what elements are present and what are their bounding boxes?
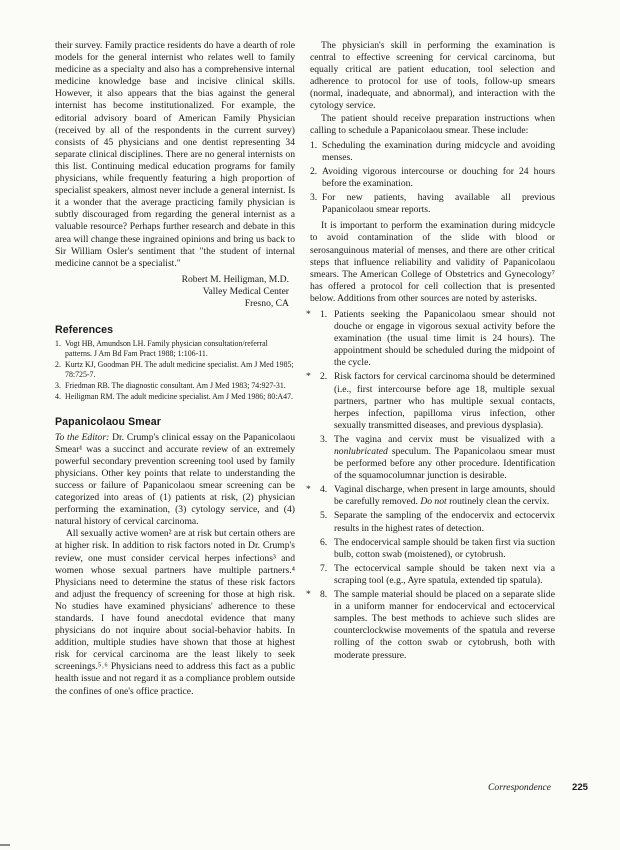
protocol-item: * 4. Vaginal discharge, when present in large amounts, should be carefully removed. Do not routinely clean the cervix. [306,484,555,508]
signature-block [55,274,289,311]
asterisk-marker: * [306,484,311,496]
asterisk-marker: * [306,308,311,320]
instruction-item: 2. Avoiding vigorous intercourse or douching for 24 hours before the examination. [310,165,555,190]
instruction-list [310,140,555,217]
running-title: Correspondence [488,782,552,793]
asterisk-marker: * [306,371,311,383]
left-column [55,40,295,698]
instruction-item: 3. For new patients, having available all previous Papanicolaou smear reports. [310,192,555,216]
section-heading: Papanicolaou Smear [55,416,162,429]
protocol-item: * 8. The sample material should be placed on a separate slide in a uniform manner for endocervical and ectocervical samples. The best methods to achieve such slides are counterclockwise movements of the spatula and reverse rolling of the cotton swab or cytobrush, both with moderate pressure. [306,589,555,661]
paragraph-preparation: The patient should receive preparation instructions when calling to schedule a Papanicolaou smear. These include: [310,112,555,136]
letter-paragraph-2: All sexually active women² are at risk but certain others are at higher risk. In addition to risk factors noted in Dr. Crump's review, one must consider cervical herpes infections³ and women whose sexual partners have multiple partners.⁴ Physicians need to determine the status of these risk factors and adjust the frequency of screening for those at high risk. No studies have examined physicians' adherence to these standards. I have found anecdotal evidence that many physicians do not inquire about social-behavior habits. In addition, multiple studies have shown that those at highest risk for cervical carcinoma are the least likely to seek screenings.⁵˒⁶ Physicians need to address this fact as a public health issue and not regard it as a compliance problem outside the confines of one's office practice. [55,528,295,697]
protocol-item: * 1. Patients seeking the Papanicolaou smear should not douche or engage in vigorous sexual activity before the examination (the usual time limit is 24 hours). The appointment should be scheduled during the midpoint of the cycle. [306,308,555,369]
protocol-list [306,308,555,662]
instruction-item: 1. Scheduling the examination during midcycle and avoiding menses. [310,139,555,163]
right-column [306,40,555,662]
protocol-item: * 2. Risk factors for cervical carcinoma should be determined (i.e., first intercourse before age 18, multiple sexual partners, partner who has multiple sexual contacts, herpes infection, papilloma virus infection, other sexually transmitted diseases, and previous dysplasia). [306,371,555,431]
signature-affiliation: Valley Medical Center [202,285,289,297]
asterisk-marker: * [306,589,311,601]
signature-name: Robert M. Heiligman, M.D. [181,273,289,285]
reference-item: 3. Friedman RB. The diagnostic consultant. Am J Med 1983; 74:927-31. [55,381,286,391]
scan-edge-mark [0,844,10,846]
reference-item: 1. Vogt HB, Amundson LH. Family physician consultation/referral patterns. J Am Bd Fam Pract 1988; 1:106-11. [55,339,268,359]
protocol-item: 3. The vagina and cervix must be visualized with a nonlubricated speculum. The Papanicolaou smear must be performed before any other procedure. Identification of the squamocolumnar junction is desirable. [320,433,555,482]
paragraph-protocol-intro: It is important to perform the examination during midcycle to avoid contamination of the slide with blood or serosanguinous material of menses, and there are other critical steps that influence reliability and validity of Papanicolaou smears. The American College of Obstetrics and Gynecology⁷ has offered a protocol for cell collection that is presented below. Additions from other sources are noted by asterisks. [310,220,555,304]
page-number: 225 [572,782,589,793]
protocol-item: 5. Separate the sampling of the endocervix and ectocervix results in the highest rates of detection. [320,510,555,534]
intro-paragraph: their survey. Family practice residents do have a dearth of role models for the general internist who relates well to family medicine as a specialty and also has a comprehensive internal medicine knowledge base and incisive clinical skills. However, it also appears that the bias against the general internist has become institutionalized. For example, the editorial advisory board of American Family Physician (received by all of the respondents in the current survey) consists of 45 physicians and one dentist representing 34 separate clinical disciplines. There are no general internists on this list. Continuing medical education programs for family physicians, while frequently featuring a high proportion of specialist speakers, almost never include a general internist. Is it a wonder that the average practicing family physician is subtly discouraged from regarding the general internist as a valuable resource? Perhaps further research and debate in this area will change these ingrained opinions and bring us back to Sir William Osler's sentiment that "the student of internal medicine cannot be a specialist." [55,40,295,269]
references-heading: References [55,324,114,337]
reference-item: 4. Heiligman RM. The adult medicine specialist. Am J Med 1986; 80:A47. [55,392,293,402]
references-list [55,339,295,402]
signature-city: Fresno, CA [244,298,289,310]
reference-item: 2. Kurtz KJ, Goodman PH. The adult medicine specialist. Am J Med 1985; 78:725-7. [55,360,294,380]
protocol-item: 7. The ectocervical sample should be taken next via a scraping tool (e.g., Ayre spatula, extended tip spatula). [320,562,555,586]
protocol-item: 6. The endocervical sample should be taken first via suction bulb, cotton swab (moistened), or cytobrush. [320,536,555,560]
letter-paragraph-1: To the Editor: Dr. Crump's clinical essay on the Papanicolaou Smear¹ was a succinct and accurate review of an extremely powerful secondary prevention screening tool used by family physicians. Other key points that relate to understanding the success or failure of Papanicolaou smear screening can be categorized into areas of (1) patients at risk, (2) physician performing the examination, (3) cytology service, and (4) natural history of cervical carcinoma. [55,431,295,528]
letter-salutation: To the Editor: [55,431,110,443]
paragraph-exam-skill: The physician's skill in performing the examination is central to effective screening for cervical carcinoma, but equally critical are patient education, tool selection and adherence to protocol for use of tools, follow-up smears (normal, inadequate, and abnormal), and interaction with the cytology service. [310,40,555,112]
